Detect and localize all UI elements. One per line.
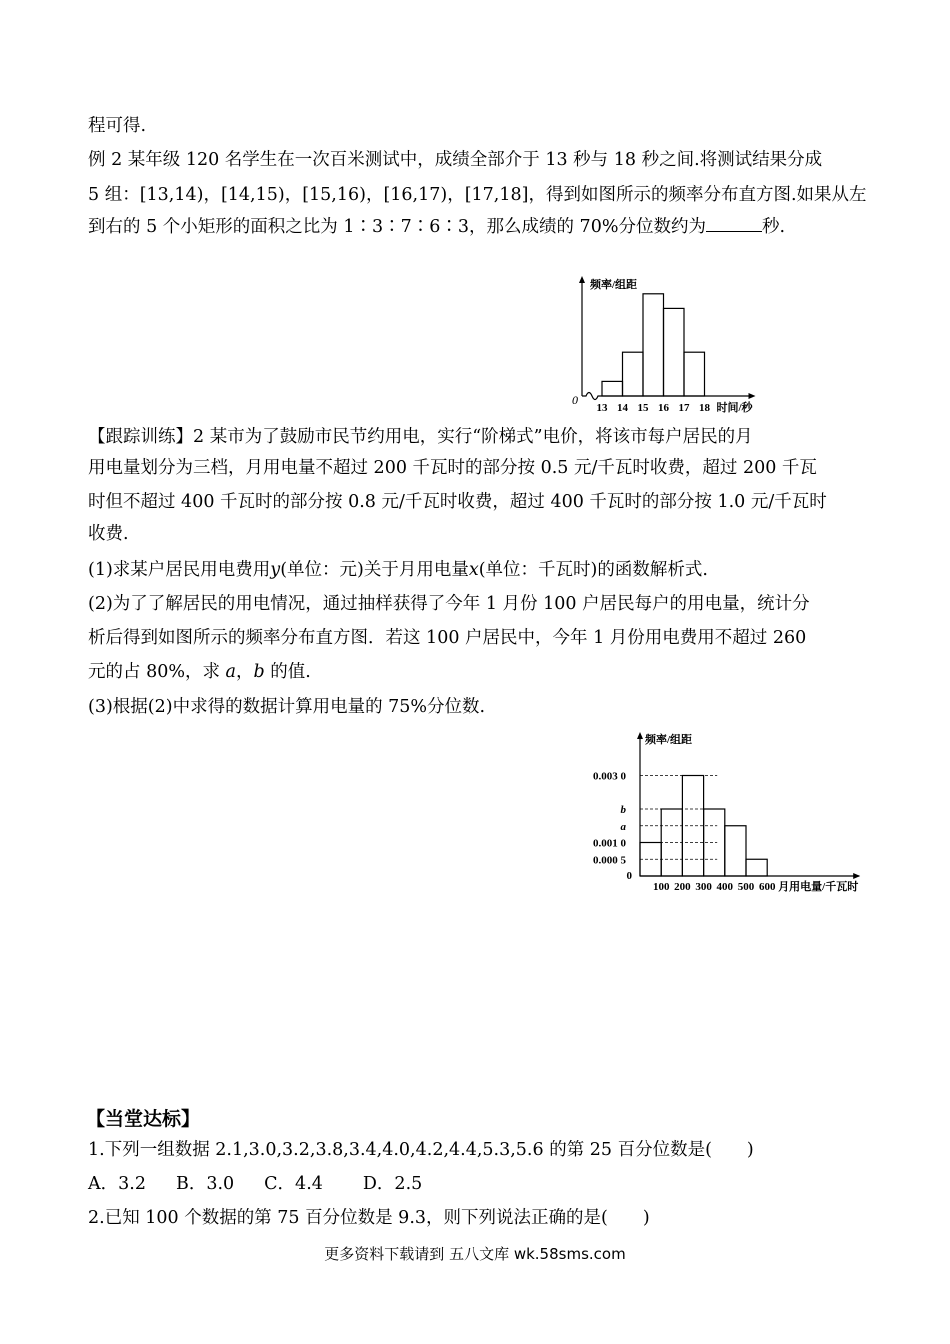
problem-1-stem: 1.下列一组数据 2.1,3.0,3.2,3.8,3.4,4.0,4.2,4.4,5.3,5.6 的第 25 百分位数是( ) [88,1140,754,1160]
tracking-line-3: 时但不超过 400 千瓦时的部分按 0.8 元/千瓦时收费，超过 400 千瓦时的部分按 1.0 元/千瓦时 [88,492,827,512]
histogram-bar [725,826,746,876]
answer-blank [706,213,762,232]
time-histogram [560,268,780,418]
y-axis-label: 频率/组距 [645,734,693,746]
histogram-bar [684,352,705,396]
histogram-bar [623,352,644,396]
histogram-bar [643,294,664,396]
problem-2-stem: 2.已知 100 个数据的第 75 百分位数是 9.3，则下列说法正确的是( ) [88,1208,650,1228]
option-d[interactable]: D．2.5 [362,1174,423,1194]
x-tick-label: 100 [652,881,670,893]
x-tick-label: 400 [716,881,734,893]
footer-text: 更多资料下载请到 五八文库 wk.58sms.com [324,1245,626,1263]
q2-var-a: a [225,662,236,682]
q1-part-c: (单位：千瓦时)的函数解析式. [478,560,708,580]
tracking-line-1: 【跟踪训练】2 某市为了鼓励市民节约用电，实行“阶梯式”电价，将该市每户居民的月 [88,427,753,447]
q2-comma: ， [235,662,254,682]
y-axis-label: 频率/组距 [590,279,638,291]
option-c[interactable]: C．4.4 [264,1174,323,1194]
question-2-line-2: 析后得到如图所示的频率分布直方图．若这 100 户居民中，今年 1 月份用电费用不超过 260 [88,628,807,648]
y-tick-label: 0.000 5 [593,854,626,867]
q1-var-x: x [468,560,479,580]
x-axis-arrow [749,393,756,399]
x-tick-label: 13 [596,402,608,414]
x-tick-label: 600 [758,881,776,893]
x-tick-label: 16 [658,402,669,414]
question-1 [88,558,708,582]
question-3: (3)根据(2)中求得的数据计算用电量的 75%分位数. [88,697,486,717]
x-tick-label: 17 [678,402,690,414]
x-tick-label: 14 [617,402,628,414]
q2-part-c: 的值. [270,662,311,682]
q1-part-b: (单位：元)关于月用电量 [280,560,469,580]
option-a[interactable]: A．3.2 [88,1174,146,1194]
y-axis-arrow [637,732,643,739]
histogram-bar [664,308,685,396]
x-tick-label: 500 [737,881,755,893]
electricity-histogram [578,728,878,900]
tracking-line-4: 收费. [88,524,129,544]
y-tick-label: b [620,804,626,816]
x-axis-arrow [853,873,860,879]
example-2-line-3-end: 秒. [761,217,786,237]
y-tick-label: 0.003 0 [593,770,626,783]
example-2-line-3-text: 到右的 5 个小矩形的面积之比为 1∶3∶7∶6∶3，那么成绩的 70%分位数约为 [88,217,706,237]
origin-label: 0 [572,393,578,407]
q1-var-y: y [270,560,281,580]
q1-part-a: (1)求某户居民用电费用 [88,560,271,580]
example-2-line-2: 5 组：[13,14)，[14,15)，[15,16)，[16,17)，[17,18]，得到如图所示的频率分布直方图.如果从左 [88,185,867,205]
question-2-line-3 [88,660,311,684]
x-axis-label: 时间/秒 [716,402,753,414]
problem-1-options [88,1172,452,1196]
tracking-line-2: 用电量划分为三档，月用电量不超过 200 千瓦时的部分按 0.5 元/千瓦时收费，超过 200 千瓦 [88,458,817,478]
section-title: 【当堂达标】 [86,1108,201,1130]
x-axis-label: 月用电量/千瓦时 [778,881,859,893]
option-b[interactable]: B．3.0 [175,1174,235,1194]
x-tick-label: 18 [699,402,710,414]
x-tick-label: 15 [637,402,649,414]
y-tick-label: 0.001 0 [593,837,626,850]
histogram-bar [746,859,767,876]
example-2-line-3 [88,213,785,239]
origin-label: 0 [626,870,632,882]
x-tick-label: 200 [674,881,691,893]
text-line: 程可得. [88,116,147,136]
example-2-line-1: 例 2 某年级 120 名学生在一次百米测试中，成绩全部介于 13 秒与 18 秒之间.将测试结果分成 [88,150,823,170]
y-tick-label: a [620,820,626,833]
x-tick-label: 300 [695,881,712,893]
histogram-bar [602,381,623,396]
q2-part-a: 元的占 80%，求 [88,662,220,682]
y-axis-arrow [579,276,585,283]
q2-var-b: b [253,662,265,682]
question-2-line-1: (2)为了了解居民的用电情况，通过抽样获得了今年 1 月份 100 户居民每户的用电量，统计分 [88,594,810,614]
